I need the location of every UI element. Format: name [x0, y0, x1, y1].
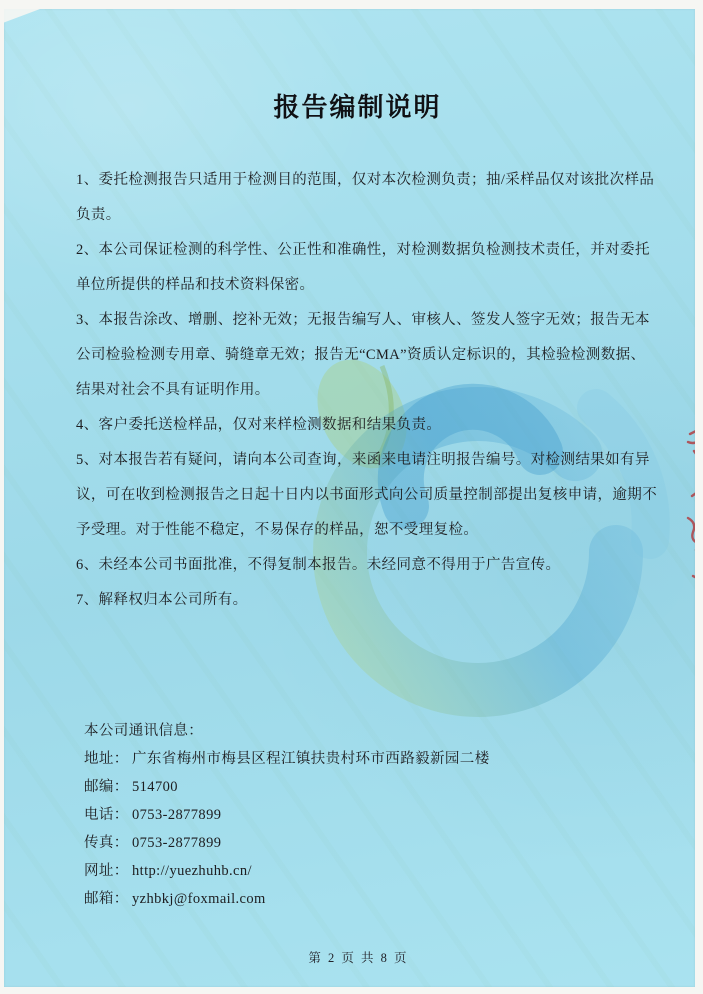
note-line: 1、委托检测报告只适用于检测目的范围，仅对本次检测负责；抽/采样品仅对该批次样品	[76, 172, 655, 188]
contact-label: 传真：	[84, 835, 129, 851]
contact-heading: 本公司通讯信息：	[84, 723, 204, 739]
contact-line	[84, 773, 644, 801]
note-line: 4、客户委托送检样品，仅对来样检测数据和结果负责。	[76, 417, 442, 433]
note-line: 6、未经本公司书面批准，不得复制本报告。未经同意不得用于广告宣传。	[76, 557, 561, 573]
contact-line	[84, 801, 644, 829]
note-line: 7、解释权归本公司所有。	[76, 592, 248, 608]
contact-label: 邮箱：	[84, 891, 129, 907]
contact-section	[84, 717, 644, 913]
contact-value: 0753-2877899	[132, 835, 222, 851]
red-ink-annotation	[668, 420, 695, 585]
contact-value: yzhbkj@foxmail.com	[132, 891, 266, 907]
contact-line	[84, 857, 644, 885]
contact-line	[84, 885, 644, 913]
contact-value: 广东省梅州市梅县区程江镇扶贵村环市西路毅新园二楼	[132, 751, 490, 767]
contact-label: 网址：	[84, 863, 129, 879]
note-line: 公司检验检测专用章、骑缝章无效；报告无“CMA”资质认定标识的，其检验检测数据、	[76, 347, 646, 363]
scan-corner-artifact	[4, 9, 40, 24]
page-number: 第 2 页 共 8 页	[308, 951, 409, 965]
contact-value: http://yuezhuhb.cn/	[132, 863, 252, 879]
contact-line	[84, 745, 644, 773]
contact-value: 0753-2877899	[132, 807, 222, 823]
report-sheet	[4, 9, 695, 987]
note-line: 予受理。对于性能不稳定，不易保存的样品，恕不受理复检。	[76, 522, 479, 538]
note-line: 单位所提供的样品和技术资料保密。	[76, 277, 315, 293]
contact-label: 邮编：	[84, 779, 129, 795]
notes-list	[76, 163, 656, 618]
note-line: 3、本报告涂改、增删、挖补无效；无报告编写人、审核人、签发人签字无效；报告无本	[76, 312, 650, 328]
note-line: 负责。	[76, 207, 121, 223]
note-line: 5、对本报告若有疑问，请向本公司查询，来函来电请注明报告编号。对检测结果如有异	[76, 452, 650, 468]
note-line: 议，可在收到检测报告之日起十日内以书面形式向公司质量控制部提出复核申请，逾期不	[76, 487, 658, 503]
note-line: 2、本公司保证检测的科学性、公正性和准确性，对检测数据负检测技术责任，并对委托	[76, 242, 650, 258]
contact-value: 514700	[132, 779, 178, 795]
contact-label: 电话：	[84, 807, 129, 823]
contact-line	[84, 829, 644, 857]
note-line: 结果对社会不具有证明作用。	[76, 382, 270, 398]
contact-lines	[84, 745, 644, 913]
page-title: 报告编制说明	[273, 92, 442, 122]
page-field	[4, 9, 695, 987]
contact-label: 地址：	[84, 751, 129, 767]
